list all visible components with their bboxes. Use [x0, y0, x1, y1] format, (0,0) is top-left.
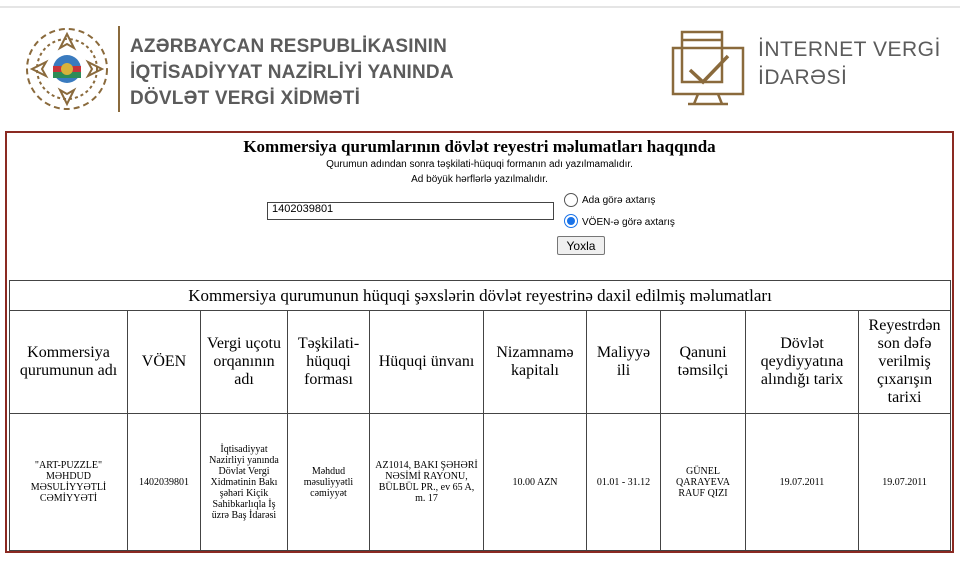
results-table	[9, 280, 951, 551]
col-header-name: Kommersiya qurumunun adı	[10, 311, 128, 414]
results-caption: Kommersiya qurumunun hüquqi şəxslərin dövlət reyestrinə daxil edilmiş məlumatları	[10, 281, 951, 311]
portal-line-2: İDARƏSİ	[758, 66, 848, 89]
portal-name	[758, 36, 941, 92]
cell-tax-office: İqtisadiyyat Nazirliyi yanında Dövlət Vergi Xidmətinin Bakı şəhəri Kiçik Sahibkarlıqla İş üzrə Baş İdarəsi	[201, 414, 288, 551]
cell-voen: 1402039801	[128, 414, 201, 551]
agency-line-1: AZƏRBAYCAN RESPUBLİKASININ	[130, 36, 448, 57]
cell-legal-form: Məhdud məsuliyyətli cəmiyyət	[288, 414, 370, 551]
header-separator	[118, 26, 120, 112]
cell-address: AZ1014, BAKI ŞƏHƏRİ NƏSİMİ RAYONU, BÜLBÜL PR., ev 65 A, m. 17	[370, 414, 484, 551]
search-note-2: Ad böyük hərflərlə yazılmalıdır.	[411, 174, 548, 185]
cell-registration-date: 19.07.2011	[746, 414, 859, 551]
cell-representative: GÜNEL QARAYEVA RAUF QIZI	[661, 414, 746, 551]
check-button[interactable]: Yoxla	[557, 236, 605, 255]
cell-capital: 10.00 AZN	[484, 414, 587, 551]
radio-search-by-name[interactable]	[564, 193, 578, 207]
search-input[interactable]: 1402039801	[267, 202, 554, 220]
col-header-tax-office: Vergi uçotu orqanının adı	[201, 311, 288, 414]
col-header-legal-form: Təşkilati-hüquqi forması	[288, 311, 370, 414]
monitor-checkmark-icon	[670, 28, 746, 108]
col-header-capital: Nizamnamə kapitalı	[484, 311, 587, 414]
radio-search-by-voen-label: VÖEN-ə görə axtarış	[582, 217, 675, 228]
radio-search-by-voen[interactable]	[564, 214, 578, 228]
table-row	[10, 414, 951, 551]
col-header-extract-date: Reyestrdən son dəfə verilmiş çıxarışın tarixi	[859, 311, 951, 414]
agency-line-3: DÖVLƏT VERGİ XİDMƏTİ	[130, 88, 361, 109]
state-emblem-icon	[24, 26, 110, 112]
cell-fiscal-year: 01.01 - 31.12	[587, 414, 661, 551]
col-header-fiscal-year: Maliyyə ili	[587, 311, 661, 414]
col-header-voen: VÖEN	[128, 311, 201, 414]
search-title: Kommersiya qurumlarının dövlət reyestri məlumatları haqqında	[243, 137, 716, 156]
cell-extract-date: 19.07.2011	[859, 414, 951, 551]
agency-line-2: İQTİSADİYYAT NAZİRLİYİ YANINDA	[130, 62, 454, 83]
col-header-representative: Qanuni təmsilçi	[661, 311, 746, 414]
agency-name	[130, 34, 454, 112]
search-panel	[7, 133, 952, 283]
col-header-address: Hüquqi ünvanı	[370, 311, 484, 414]
col-header-registration-date: Dövlət qeydiyyatına alındığı tarix	[746, 311, 859, 414]
portal-line-1: İNTERNET VERGİ	[758, 38, 941, 61]
cell-name: "ART-PUZZLE" MƏHDUD MƏSULİYYƏTLİ CƏMİYYƏTİ	[10, 414, 128, 551]
radio-search-by-name-label: Ada görə axtarış	[582, 195, 656, 206]
registry-frame	[5, 131, 954, 553]
top-divider	[0, 6, 960, 8]
search-note-1: Qurumun adından sonra təşkilati-hüquqi formanın adı yazılmamalıdır.	[326, 159, 633, 170]
